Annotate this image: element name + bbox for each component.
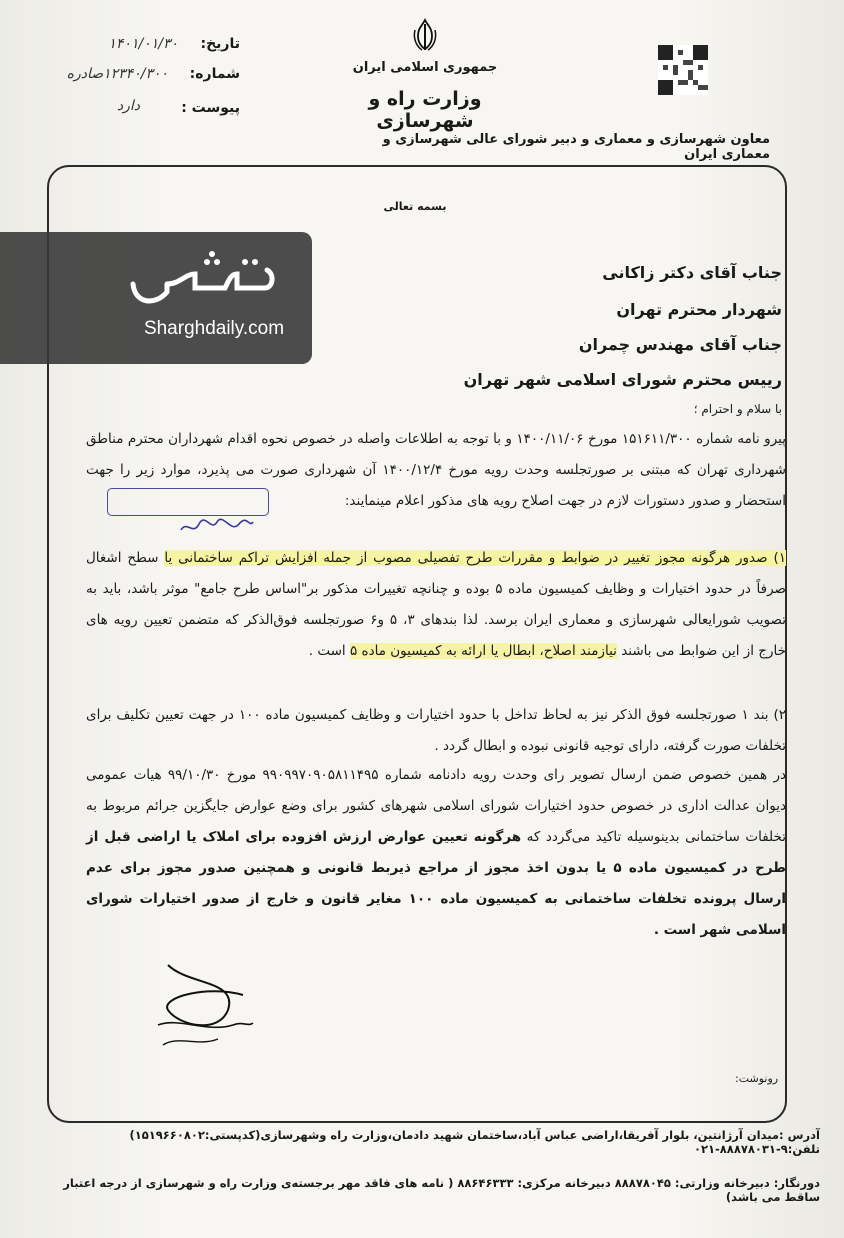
watermark-url: Sharghdaily.com bbox=[143, 318, 285, 339]
attachment-label: پیوست : bbox=[181, 100, 240, 116]
number-label: شماره: bbox=[189, 66, 240, 82]
date-value: ۱۴۰۱/۰۱/۳۰ bbox=[108, 36, 178, 52]
closing-text-b: هرگونه تعیین عوارض ارزش افزوده برای املاک یا اراضی قبل از طرح در کمیسیون ماده ۵ یا بدون اخذ مجوز از مراجع ذیربط قانونی و همچنین صدور مجوز برای عدم ارسال پرونده تخلفات ساختمانی به کمیسیون ماده ۱۰۰ مغایر قانون و خارج از صدور اختیارات شورای اسلامی شهر است . bbox=[86, 829, 786, 938]
shargh-logo-icon bbox=[125, 244, 295, 314]
basmala: بسمه تعالی bbox=[383, 200, 447, 213]
date-label: تاریخ: bbox=[200, 36, 240, 52]
handwritten-note-icon bbox=[175, 512, 255, 540]
ministry-name: وزارت راه و شهرسازی bbox=[368, 88, 482, 132]
qr-code-icon bbox=[658, 44, 708, 96]
signature-icon bbox=[148, 955, 258, 1055]
item1-highlight-a: ۱) صدور هرگونه مجوز تغییر در ضوابط و مقررات طرح تفصیلی مصوب از جمله افزایش تراکم ساختمانی یا bbox=[164, 550, 786, 566]
iran-emblem-icon bbox=[410, 18, 440, 54]
item1-text-d: است . bbox=[308, 643, 346, 659]
paragraph-item-2: ۲) بند ۱ صورتجلسه فوق الذکر نیز به لحاظ تداخل با حدود اختیارات و وظایف کمیسیون ماده ۱۰۰ در جهت تعیین تکلیف برای تخلفات صورت گرفته، دارای توجیه قانونی نبوده و ابطال گردد . bbox=[86, 707, 786, 754]
deputy-title: معاون شهرسازی و معماری و دبیر شورای عالی شهرسازی و معماری ایران bbox=[382, 132, 770, 162]
addressee-3: جناب آقای مهندس چمران bbox=[578, 335, 782, 354]
paragraph-intro: پیرو نامه شماره ۱۵۱۶۱۱/۳۰۰ مورخ ۱۴۰۰/۱۱/۰۶ و با توجه به اطلاعات واصله در خصوص نحوه اقدام شهرداران محترم مناطق شهرداری تهران که مبتنی بر صورتجلسه وحدت رویه مورخ ۱۴۰۰/۱۲/۴ آن شهرداری صورت می پذیرد، موارد زیر را جهت استحضار و صدور دستورات لازم در جهت اصلاح رویه های مذکور اعلام مینمایند: bbox=[86, 431, 786, 509]
paragraph-item-1 bbox=[86, 543, 786, 667]
attachment-value: دارد bbox=[116, 98, 140, 114]
paragraph-closing bbox=[86, 760, 786, 946]
item1-text-b: سطح اشغال صرفاً در حدود اختیارات و وظایف کمیسیون ماده ۵ بوده و چنانچه تغییرات مذکور بر"اساس طرح جامع" موثر باشد، باید به تصویب شورایعالی شهرسازی و معماری ایران برسد. لذا بندهای ۳، ۵ و۶ صورتجلسه فوق‌الذکر که متضمن تعیین رویه های خارج از این ضوابط می باشند bbox=[86, 550, 787, 659]
item1-highlight-c: نیازمند اصلاح، ابطال یا ارائه به کمیسیون ماده ۵ bbox=[349, 643, 617, 659]
addressee-1: جناب آقای دکتر زاکانی bbox=[602, 263, 782, 282]
footer-address: آدرس :میدان آرژانتین، بلوار آفریقا،اراضی عباس آباد،ساختمان شهید دادمان،وزارت راه وشهرسازی(کدپستی:۱۵۱۹۶۶۰۸۰۲) تلفن:۹-۸۸۸۷۸۰۳۱-۰۲۱ bbox=[129, 1128, 820, 1156]
footer-fax: دورنگار: دبیرخانه وزارتی: ۸۸۸۷۸۰۴۵ دبیرخانه مرکزی: ۸۸۶۴۶۳۳۳ ( نامه های فاقد مهر برجسته‌ی وزارت راه و شهرسازی از درجه اعتبار ساقط می باشد) bbox=[63, 1176, 820, 1204]
addressee-4: رییس محترم شورای اسلامی شهر تهران bbox=[463, 370, 782, 389]
greeting: با سلام و احترام ؛ bbox=[693, 402, 782, 416]
republic-name: جمهوری اسلامی ایران bbox=[352, 60, 498, 75]
closing-text-a: در همین خصوص ضمن ارسال تصویر رای وحدت رویه دادنامه شماره ۹۹۰۹۹۷۰۹۰۵۸۱۱۴۹۵ مورخ ۹۹/۱۰/۳۰ هیات عمومی دیوان عدالت اداری در خصوص حدود اختیارات شورای اسلامی شهرهای کشور برای وضع عوارض جایگزین جرائم مربوط به تخلفات ساختمانی بدینوسیله تاکید می‌گردد که bbox=[86, 767, 786, 845]
cc-label: رونوشت: bbox=[735, 1072, 779, 1085]
addressee-2: شهردار محترم تهران bbox=[616, 300, 782, 319]
number-value: ۱۲۳۴۰/۳۰۰صادره bbox=[66, 66, 168, 82]
